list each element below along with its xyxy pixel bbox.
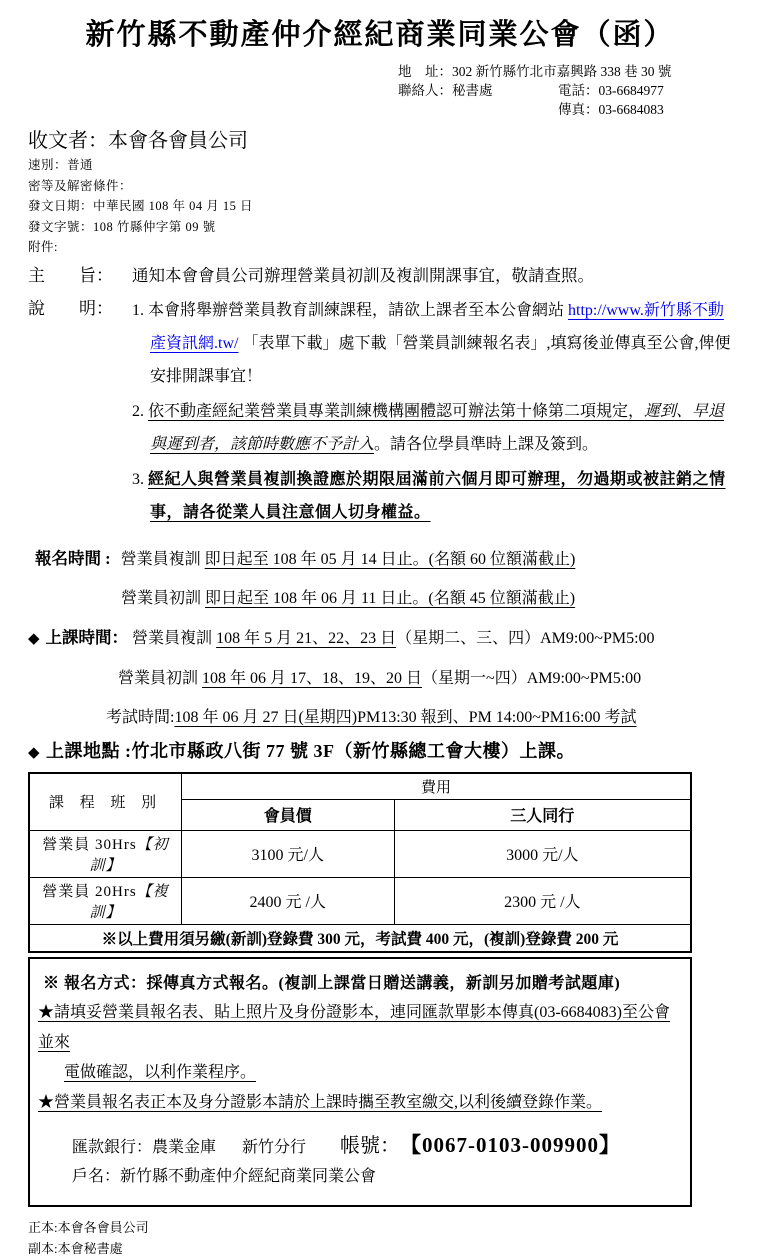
diamond-bullet-icon: ◆	[28, 630, 40, 647]
description-row	[28, 294, 732, 531]
registration-initial-line	[35, 579, 732, 618]
signup-method-line: ※ 報名方式：採傳真方式報名。(複訓上課當日贈送講義，新訓另加贈考試題庫)	[43, 974, 621, 992]
fee-header: 費用	[181, 773, 691, 800]
item-3-text: 經紀人與營業員複訓換證應於期限屆滿前六個月即可辦理，勿過期或被註銷之情事，請各從業人員注意個人切身權益。	[148, 470, 726, 521]
initial-name: 營業員初訓	[121, 589, 202, 607]
description-items	[132, 294, 732, 531]
attachment-line: 附件:	[28, 240, 58, 254]
course-retrain-cell	[29, 877, 181, 924]
exam-time-label: 考試時間:	[106, 708, 175, 726]
issue-date-line: 發文日期：中華民國 108 年 04 月 15 日	[28, 199, 254, 213]
fee-table	[28, 772, 692, 953]
item-1-text-after-link: 「表單下載」處下載「營業員訓練報名表」,填寫後並傳真至公會,俾便安排開課事宜！	[150, 334, 731, 385]
signup-info-box	[28, 957, 692, 1207]
class-time-label: 上課時間：	[45, 627, 129, 647]
fee-table-header-row-1	[29, 773, 691, 800]
bank-branch: 新竹分行	[242, 1138, 307, 1156]
page-title: 新竹縣不動產仲介經紀商業同業公會（函）	[85, 19, 675, 51]
item-1-number: 1.	[132, 301, 144, 319]
letterhead-fax: 傳真：03-6684083	[558, 102, 664, 117]
member-price-header: 會員價	[181, 799, 394, 830]
registration-label: 報名時間 :	[35, 548, 111, 568]
member-price-cell: 2400 元 /人	[181, 877, 394, 924]
table-row	[29, 830, 691, 877]
registration-block	[28, 539, 732, 618]
ref-number-line: 發文字號：108 竹縣仲字第 09 號	[28, 219, 216, 234]
class-initial-dates: 108 年 06 月 17、18、19、20 日	[202, 669, 423, 687]
class-retrain-dates: 108 年 5 月 21、22、23 日	[216, 629, 397, 647]
group-price-header: 三人同行	[394, 799, 691, 830]
class-retrain-name: 營業員複訓	[132, 629, 213, 647]
classification-line: 密等及解密條件：	[28, 178, 133, 193]
original-recipient-line: 正本:本會各會員公司	[28, 1219, 149, 1235]
copy-recipient-line: 副本:本會秘書處	[28, 1240, 123, 1256]
retrain-period: 即日起至 108 年 05 月 14 日止。(名額 60 位額滿截止)	[204, 550, 576, 568]
subject-text: 通知本會會員公司辦理營業員初訓及複訓開課事宜，敬請查照。	[132, 265, 594, 285]
table-row	[29, 877, 691, 924]
letterhead-contact-row	[398, 81, 724, 100]
course-type-header: 課 程 班 別	[29, 773, 181, 831]
item-3-number: 3.	[132, 470, 144, 488]
letterhead	[398, 62, 724, 119]
member-price-cell: 3100 元/人	[181, 830, 394, 877]
bank-name: 農業金庫	[152, 1138, 217, 1156]
course-initial-cell	[29, 830, 181, 877]
fax-instruction-continuation: 電做確認，以利作業程序。	[64, 1063, 257, 1081]
subject-label: 主 旨：	[28, 265, 113, 285]
item-2-clause: 依不動產經紀業營業員專業訓練機構團體認可辦法第十條第二項規定，	[148, 402, 645, 420]
account-holder-line: 戶名：新竹縣不動產仲介經紀商業同業公會	[72, 1167, 377, 1185]
course-tag: 【複訓】	[89, 883, 169, 921]
speed-line: 速別：普通	[28, 158, 94, 172]
letterhead-phone: 電話：03-6684977	[558, 83, 664, 98]
item-2-emphasis: 遲到、早退與遲到者，該節時數應不予計入	[150, 402, 725, 453]
bank-transfer-line	[38, 1130, 682, 1163]
retrain-name: 營業員複訓	[120, 550, 201, 568]
group-price-cell: 3000 元/人	[394, 830, 691, 877]
description-label: 說 明：	[28, 298, 113, 318]
diamond-bullet-icon: ◆	[28, 744, 41, 761]
class-initial-name: 營業員初訓	[118, 669, 199, 687]
course-name: 營業員 20Hrs	[42, 883, 137, 900]
subject-row	[28, 261, 732, 291]
item-2-number: 2.	[132, 402, 144, 420]
description-item-3	[132, 463, 732, 529]
recipient-line: 收文者：本會各會員公司	[28, 130, 248, 152]
letterhead-address: 地 址：302 新竹縣竹北市嘉興路 338 巷 30 號	[398, 64, 672, 79]
association-website-link[interactable]: http://www.新竹縣不動產資訊網.tw/	[150, 301, 724, 352]
bank-label: 匯款銀行：	[72, 1138, 153, 1156]
fax-instruction-line-1	[38, 998, 682, 1058]
exam-time-detail: 108 年 06 月 27 日(星期四)PM13:30 報到、PM 14:00~PM16:00 考試	[174, 708, 637, 726]
class-initial-schedule: （星期一~四）AM9:00~PM5:00	[422, 669, 642, 687]
description-item-2	[132, 395, 732, 461]
class-time-initial-line	[28, 659, 732, 698]
class-retrain-schedule: （星期二、三、四）AM9:00~PM5:00	[396, 629, 655, 647]
class-location-line	[28, 737, 732, 767]
description-item-1	[132, 294, 732, 393]
fax-instruction-line-2	[38, 1058, 682, 1088]
item-2-tail: 。請各位學員準時上課及簽到。	[374, 435, 599, 453]
registration-retrain-line	[35, 539, 732, 579]
course-tag: 【初訓】	[89, 836, 169, 874]
initial-period: 即日起至 108 年 06 月 11 日止。(名額 45 位額滿截止)	[205, 589, 576, 607]
class-time-retrain-line	[28, 618, 732, 659]
exam-time-line	[28, 698, 732, 737]
group-price-cell: 2300 元 /人	[394, 877, 691, 924]
class-location-text: 竹北市縣政八街 77 號 3F（新竹縣總工會大樓）上課。	[131, 740, 576, 761]
item-1-text: 本會將舉辦營業員教育訓練課程，請欲上課者至本公會網站	[148, 301, 565, 319]
account-number: 【0067-0103-009900】	[400, 1132, 622, 1157]
account-label: 帳號：	[340, 1134, 401, 1157]
original-submit-line	[38, 1088, 682, 1118]
class-location-label: 上課地點 :	[46, 740, 132, 761]
distribution-footer	[28, 1217, 732, 1259]
fee-note: ※以上費用須另繳(新訓)登錄費 300 元，考試費 400 元，(複訓)登錄費 200 元	[29, 924, 691, 952]
course-name: 營業員 30Hrs	[42, 836, 137, 853]
fee-table-note-row	[29, 924, 691, 952]
original-submit-text: ★營業員報名表正本及身分證影本請於上課時攜至教室繳交,以利後續登錄作業。	[38, 1093, 603, 1111]
letterhead-contact: 聯絡人：秘書處	[398, 83, 493, 98]
fax-instruction-text: ★請填妥營業員報名表、貼上照片及身份證影本，連同匯款單影本傳真(03-6684083)至公會並來	[38, 1003, 670, 1051]
